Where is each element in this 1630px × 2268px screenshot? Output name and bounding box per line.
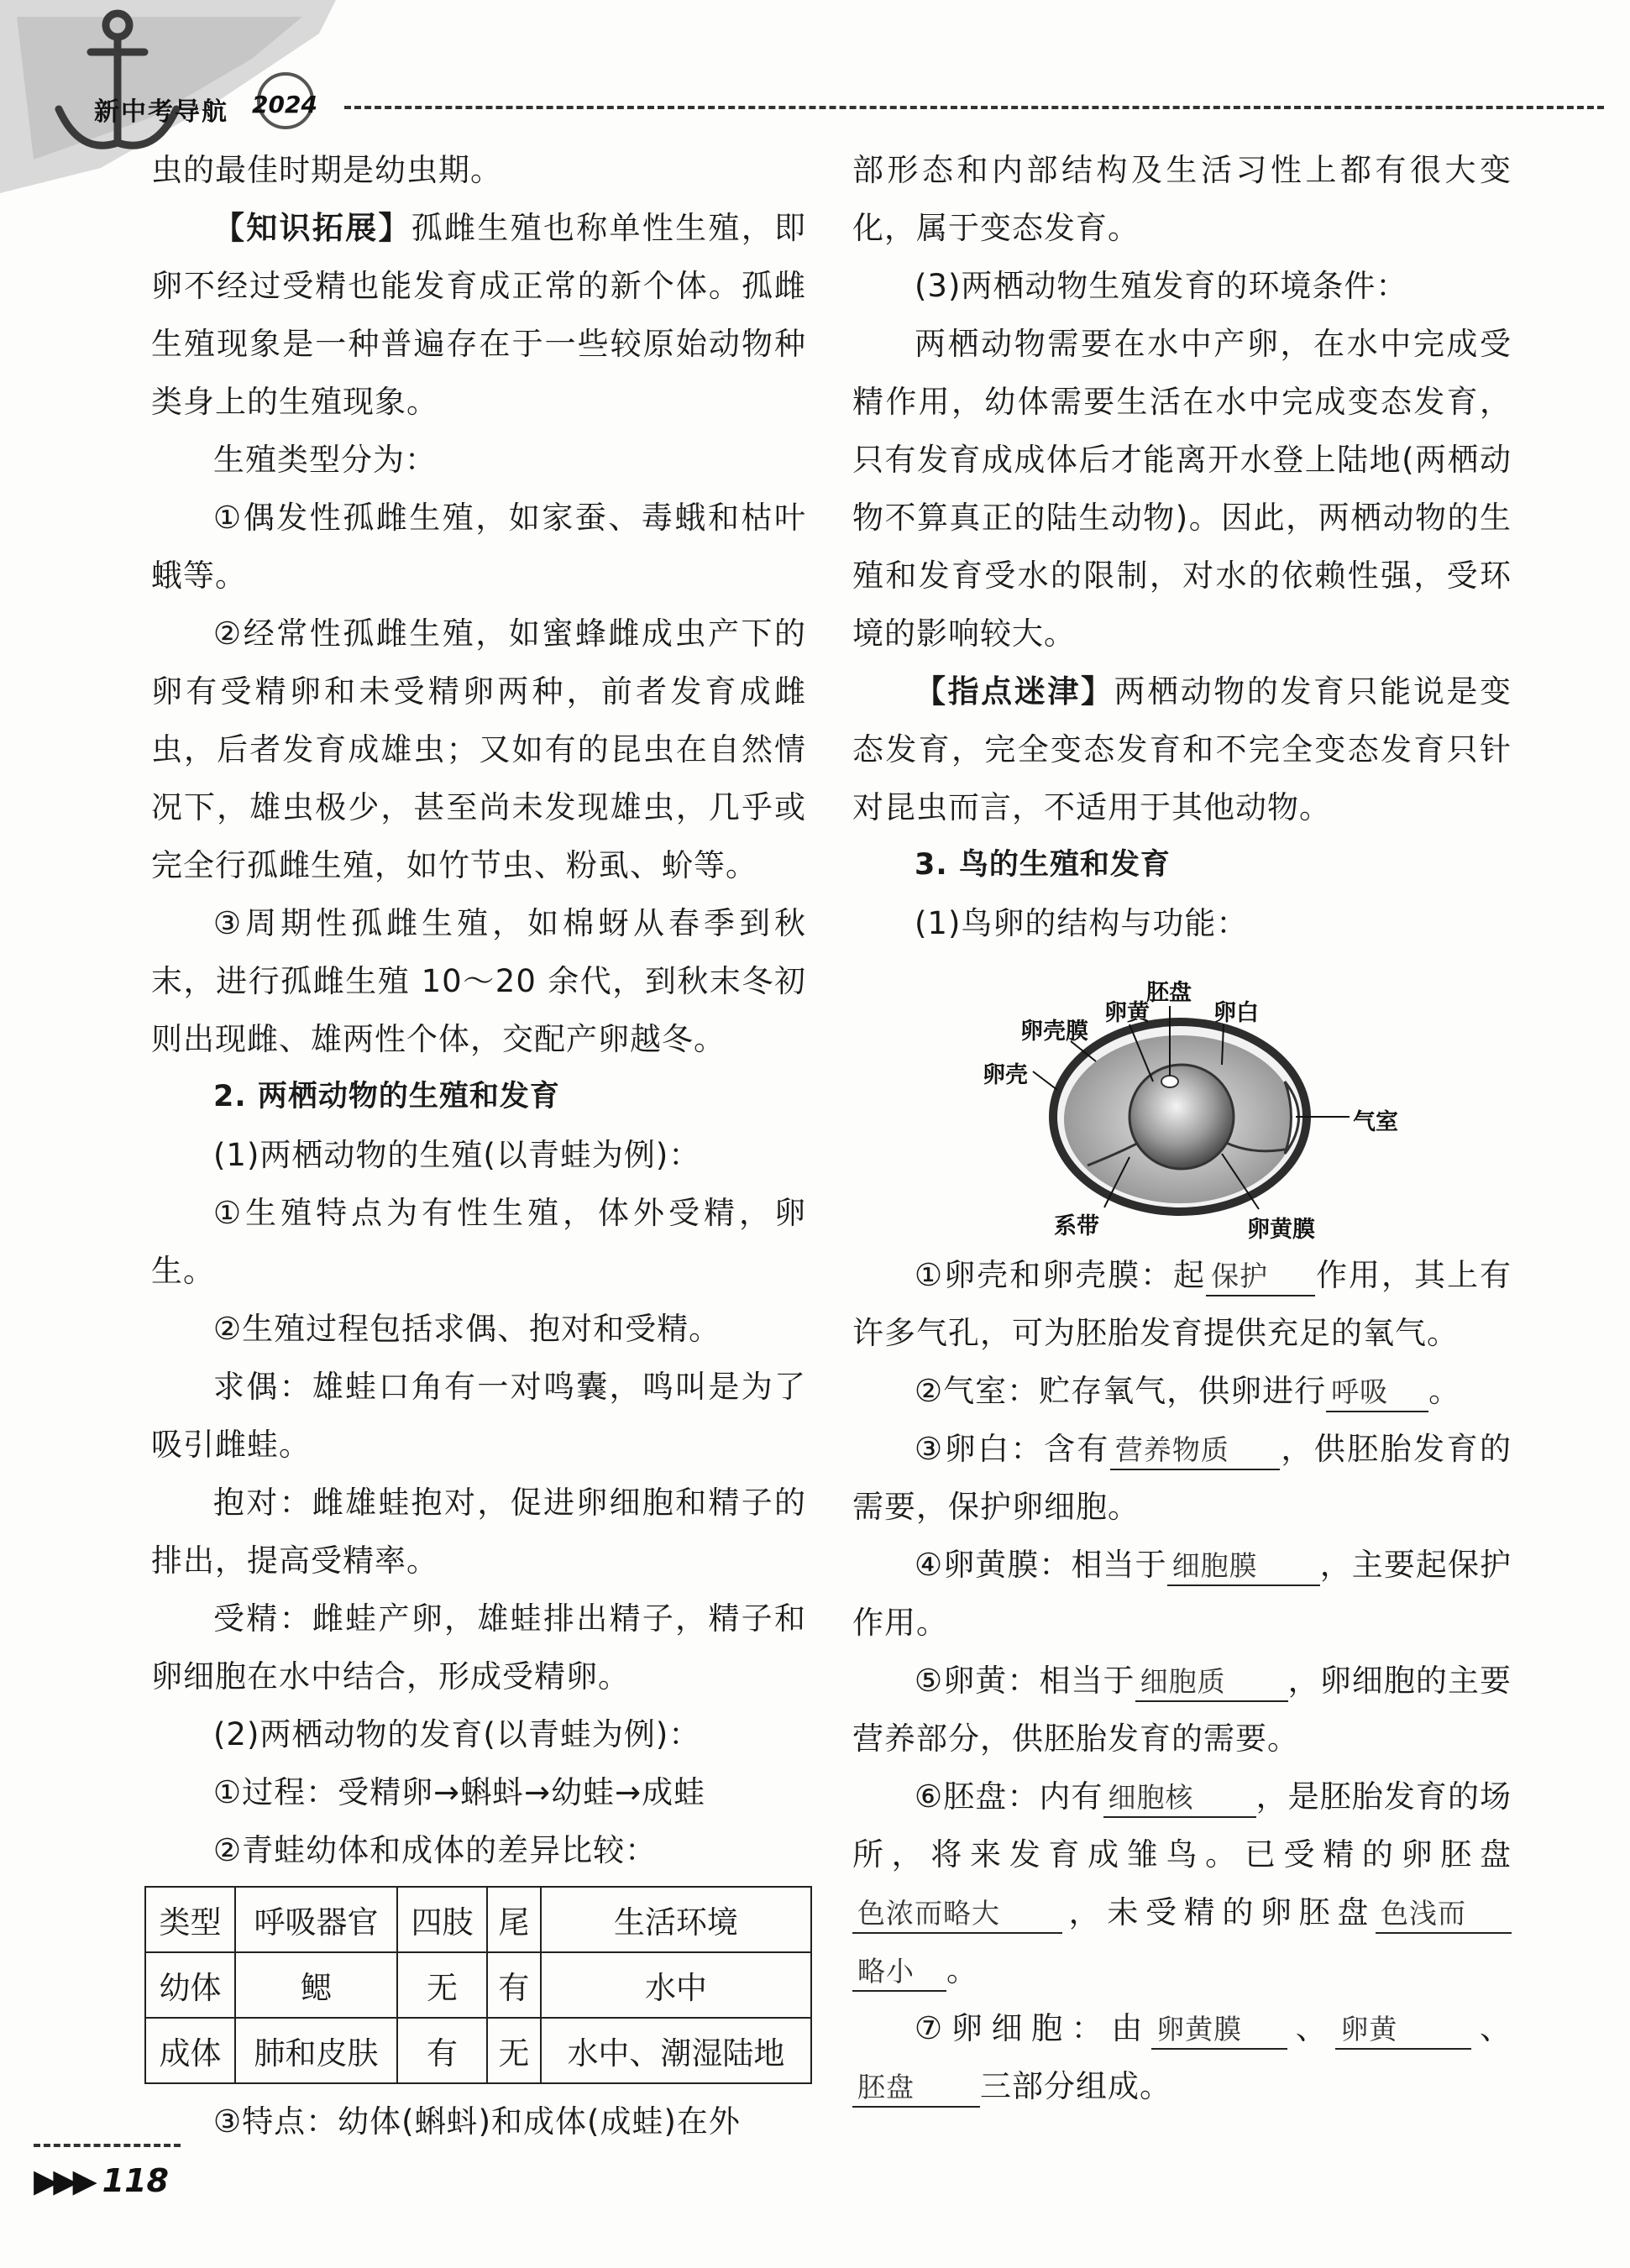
section-heading: 3. 鸟的生殖和发育 (915, 848, 1171, 882)
answer-blank: 营养物质 (1110, 1432, 1280, 1470)
left-column (151, 141, 806, 2150)
table-cell: 有 (397, 2018, 487, 2083)
text: 三部分组成。 (980, 2068, 1171, 2104)
answer-blank: 略小 (852, 1953, 946, 1992)
text: 。 (1428, 1373, 1461, 1409)
text: ①卵壳和卵壳膜：起 (915, 1257, 1207, 1293)
paragraph: ①偶发性孤雌生殖，如家蚕、毒蛾和枯叶蛾等。 (151, 500, 806, 594)
egg-germinal-disc (1161, 1076, 1178, 1087)
paragraph: ③周期性孤雌生殖，如棉蚜从春季到秋末，进行孤雌生殖 10～20 余代，到秋末冬初则出现雌、雄两性个体，交配产卵越冬。 (151, 905, 806, 1057)
label-chalaza: 系带 (1054, 1213, 1099, 1239)
table-cell: 水中 (541, 1952, 811, 2018)
text: 作用，其上有许多气孔，可为胚胎发育提供充足的氧气。 (852, 1257, 1512, 1351)
text: ，供胚胎发育的需要，保护卵细胞。 (852, 1431, 1512, 1525)
answer-blank: 保护 (1206, 1258, 1315, 1296)
page-number (34, 2162, 169, 2199)
paragraph: 受精：雌蛙产卵，雄蛙排出精子，精子和卵细胞在水中结合，形成受精卵。 (151, 1600, 806, 1694)
table-cell: 鳃 (235, 1952, 397, 2018)
label-germinal-disc: 胚盘 (1146, 980, 1192, 1006)
text: 。 (946, 1952, 978, 1988)
paragraph (852, 1536, 1512, 1652)
tag-knowledge-extension: 【知识拓展】 (213, 210, 411, 246)
table-cell: 无 (397, 1952, 487, 2018)
text: ，是胚胎发育的场所，将来发育成雏鸟。已受精的卵胚盘 (852, 1778, 1512, 1873)
label-albumen: 卵白 (1213, 1000, 1259, 1026)
table-row (145, 1952, 811, 2018)
header-title: 新中考导航 (94, 97, 228, 127)
text: ⑦卵细胞：由 (915, 2010, 1152, 2046)
egg-diagram (852, 956, 1512, 1241)
text: ④卵黄膜：相当于 (915, 1547, 1167, 1583)
answer-blank: 细胞膜 (1167, 1548, 1320, 1586)
text: ⑥胚盘：内有 (915, 1778, 1103, 1815)
paragraph-text: 两栖动物的发育只能说是变态发育，完全变态发育和不完全变态发育只针对昆虫而言，不适用于其他动物。 (852, 673, 1512, 825)
arrow-icon: ▶▶▶ (34, 2162, 92, 2199)
text: ，未受精的卵胚盘 (1062, 1894, 1376, 1930)
paragraph (852, 1768, 1512, 1999)
text: ，卵细胞的主要营养部分，供胚胎发育的需要。 (852, 1663, 1512, 1757)
answer-blank: 细胞质 (1135, 1663, 1288, 1702)
answer-blank: 卵黄膜 (1151, 2011, 1287, 2050)
paragraph: (2)两栖动物的发育(以青蛙为例)： (213, 1716, 701, 1752)
label-yolk-membrane: 卵黄膜 (1247, 1217, 1315, 1243)
label-air-cell: 气室 (1353, 1109, 1398, 1135)
paragraph: ②青蛙幼体和成体的差异比较： (213, 1832, 658, 1868)
answer-blank: 胚盘 (852, 2069, 980, 2108)
paragraph: 抱对：雌雄蛙抱对，促进卵细胞和精子的排出，提高受精率。 (151, 1485, 806, 1579)
text: 、 (1471, 2010, 1512, 2046)
table-cell: 无 (487, 2018, 541, 2083)
paragraph (151, 199, 806, 431)
right-column (852, 141, 1512, 2115)
text: ，主要起保护作用。 (852, 1547, 1512, 1641)
text: ③卵白：含有 (915, 1431, 1110, 1467)
table-cell: 肺和皮肤 (235, 2018, 397, 2083)
paragraph: ②生殖过程包括求偶、抱对和受精。 (213, 1311, 721, 1347)
page-number-text: 118 (102, 2162, 169, 2199)
paragraph (852, 1420, 1512, 1536)
header-year: 2024 (252, 91, 317, 118)
answer-blank: 细胞核 (1103, 1779, 1256, 1818)
header-divider (344, 106, 1604, 109)
footer-divider (34, 2144, 181, 2147)
answer-blank: 呼吸 (1326, 1374, 1428, 1412)
paragraph: 部形态和内部结构及生活习性上都有很大变化，属于变态发育。 (852, 152, 1512, 246)
text: ②气室：贮存氧气，供卵进行 (915, 1373, 1327, 1409)
paragraph (852, 1652, 1512, 1768)
table-header-cell: 类型 (145, 1887, 235, 1952)
paragraph: ①生殖特点为有性生殖，体外受精，卵生。 (151, 1195, 806, 1289)
table-cell: 水中、潮湿陆地 (541, 2018, 811, 2083)
table-cell: 有 (487, 1952, 541, 2018)
table-header-cell: 四肢 (397, 1887, 487, 1952)
table-row (145, 2018, 811, 2083)
label-shell: 卵壳 (983, 1062, 1028, 1088)
paragraph: 虫的最佳时期是幼虫期。 (151, 152, 502, 188)
text: 、 (1287, 2010, 1336, 2046)
table-cell: 幼体 (145, 1952, 235, 2018)
label-shell-membrane: 卵壳膜 (1020, 1019, 1088, 1045)
paragraph (852, 1362, 1512, 1420)
paragraph: (1)两栖动物的生殖(以青蛙为例)： (213, 1137, 701, 1173)
paragraph: ①过程：受精卵→蝌蚪→幼蛙→成蛙 (213, 1774, 706, 1810)
paragraph: 两栖动物需要在水中产卵，在水中完成受精作用，幼体需要生活在水中完成变态发育，只有发育成成体后才能离开水登上陆地(两栖动物不算真正的陆生动物)。因此，两栖动物的生殖和发育受水的限制，对水的依赖性强，受环境的影响较大。 (852, 326, 1512, 652)
paragraph (852, 1999, 1512, 2115)
paragraph-text: 孤雌生殖也称单性生殖，即卵不经过受精也能发育成正常的新个体。孤雌生殖现象是一种普遍存在于一些较原始动物种类身上的生殖现象。 (151, 210, 807, 420)
paragraph: ②经常性孤雌生殖，如蜜蜂雌成虫产下的卵有受精卵和未受精卵两种，前者发育成雌虫，后者发育成雄虫；又如有的昆虫在自然情况下，雄虫极少，甚至尚未发现雄虫，几乎或完全行孤雌生殖，如竹节虫、粉虱、蚧等。 (151, 615, 806, 883)
answer-blank: 色浓而略大 (852, 1895, 1062, 1934)
label-yolk: 卵黄 (1104, 1000, 1150, 1026)
table-cell: 成体 (145, 2018, 235, 2083)
paragraph (852, 663, 1512, 836)
paragraph: 求偶：雄蛙口角有一对鸣囊，鸣叫是为了吸引雌蛙。 (151, 1369, 806, 1463)
table-header-row (145, 1887, 811, 1952)
tag-tips: 【指点迷津】 (915, 673, 1114, 710)
answer-blank: 卵黄 (1335, 2011, 1471, 2050)
paragraph: 生殖类型分为： (213, 442, 437, 478)
answer-blank: 色浅而 (1376, 1895, 1512, 1934)
table-header-cell: 呼吸器官 (235, 1887, 397, 1952)
table-header-cell: 生活环境 (541, 1887, 811, 1952)
section-heading: 2. 两栖动物的生殖和发育 (213, 1080, 560, 1113)
paragraph (852, 1246, 1512, 1362)
paragraph: (3)两栖动物生殖发育的环境条件： (915, 268, 1408, 304)
paragraph: ③特点：幼体(蝌蚪)和成体(成蛙)在外 (213, 2103, 741, 2140)
egg-yolk (1129, 1065, 1234, 1169)
paragraph: (1)鸟卵的结构与功能： (915, 905, 1249, 941)
text: ⑤卵黄：相当于 (915, 1663, 1135, 1699)
frog-comparison-table (144, 1886, 812, 2084)
table-header-cell: 尾 (487, 1887, 541, 1952)
